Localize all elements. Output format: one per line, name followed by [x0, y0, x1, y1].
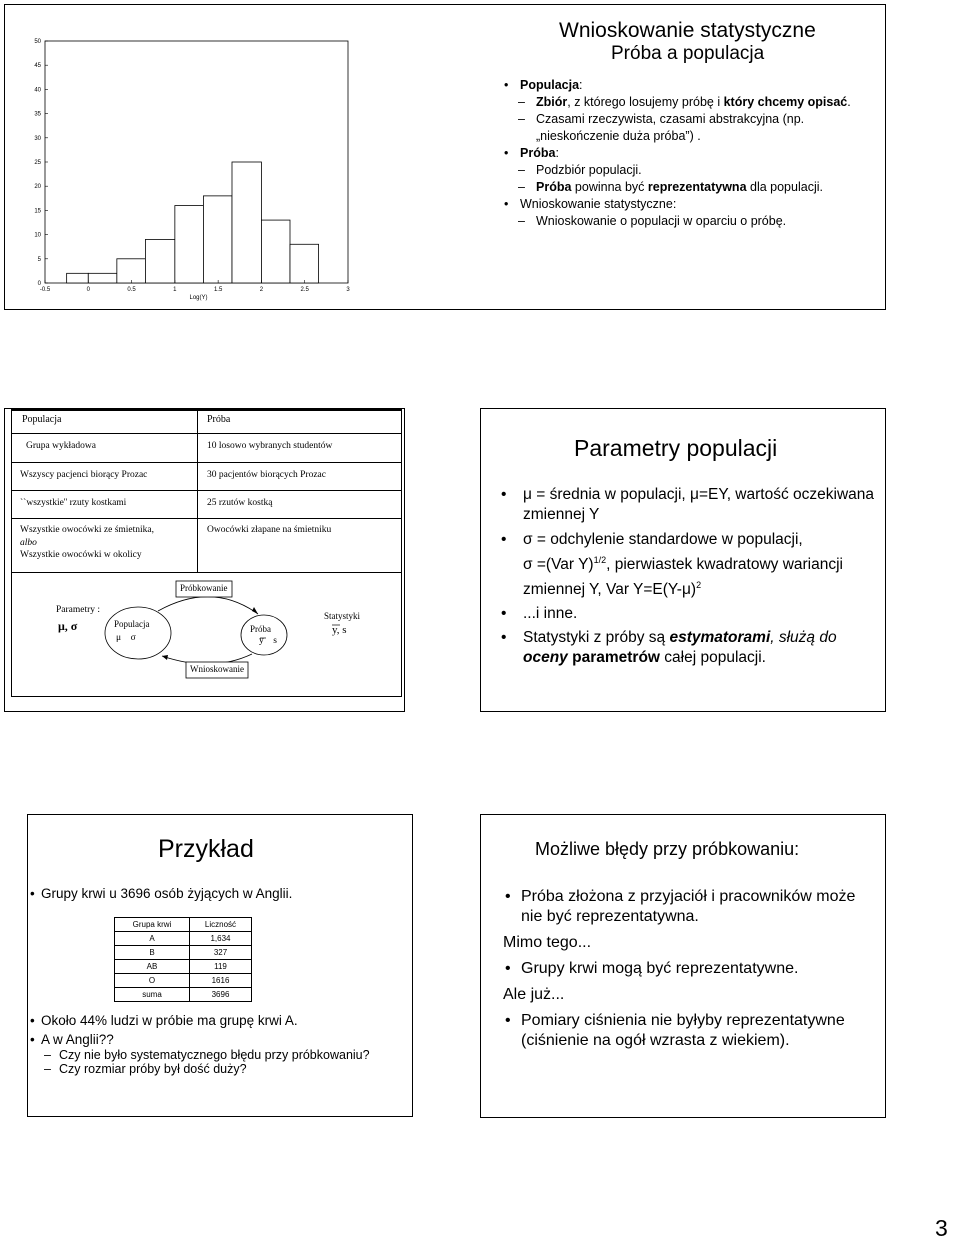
x-tick-label: 2 [259, 287, 264, 293]
row-3-left: ``wszystkie'' rzuty kostkami [20, 498, 127, 508]
row-4-left: Wszystkie owocówki ze śmietnika, [20, 525, 155, 535]
blood-group-table [114, 917, 252, 1002]
row-2-right: 30 pacjentów biorących Prozac [207, 470, 326, 480]
slide-title: Przykład [158, 835, 254, 863]
slide-1-bullet-4: • Próba: [502, 145, 874, 162]
row-2-left: Wszyscy pacjenci biorący Prozac [20, 470, 148, 480]
params-label: Parametry : [56, 605, 101, 615]
y-tick-label: 25 [34, 160, 41, 166]
table-cell: suma [115, 988, 190, 1002]
slide-1-bullet-1: • Populacja: [502, 77, 874, 94]
col-left-header: Populacja [22, 414, 62, 425]
bullet-others: • ...i inne. [499, 604, 879, 624]
histogram-bar [232, 162, 261, 283]
inference-label: Wnioskowanie [190, 664, 244, 674]
histogram-bar [117, 259, 146, 283]
slide-1-bullet-7: • Wnioskowanie statystyczne: [502, 196, 874, 213]
x-tick-label: 3 [346, 287, 350, 293]
slide-4-bullets-bottom [28, 1012, 408, 1076]
bullet-pressure: • Pomiary ciśnienia nie byłyby reprezentatywne (ciśnienie na ogół wzrasta z wiekiem). [503, 1011, 873, 1051]
y-tick-label: 0 [37, 281, 41, 287]
sample-label: Próba [250, 624, 271, 634]
bullet-friends: • Próba złożona z przyjaciół i pracowników może nie być reprezentatywna. [503, 887, 873, 927]
histogram-bar [145, 239, 174, 283]
table-cell: 1616 [189, 974, 251, 988]
table-cell: Grupa krwi [115, 918, 190, 932]
table-cell: AB [115, 960, 190, 974]
pop-label: Populacja [114, 619, 150, 629]
row-1-left: Grupa wykładowa [26, 441, 96, 451]
row-1-right: 10 losowo wybranych studentów [207, 441, 333, 451]
slide-5-body [503, 887, 873, 1051]
row-3-right: 25 rzutów kostką [207, 498, 273, 508]
y-tick-label: 30 [34, 135, 41, 142]
histogram-bar [88, 273, 117, 283]
slide-1-bullet-5: – Podzbiór populacji. [502, 162, 874, 179]
page-number: 3 [935, 1215, 948, 1241]
slide-3-bullets [499, 485, 879, 668]
slide-3 [480, 408, 886, 712]
row-4-right: Owocówki złapane na śmietniku [207, 525, 332, 535]
y-tick-label: 10 [34, 232, 41, 239]
dash-systematic-error: – Czy nie było systematycznego błędu przy próbkowaniu? [28, 1048, 408, 1062]
sampling-arrow [158, 597, 258, 614]
histogram-bar [290, 244, 319, 283]
table-row [115, 960, 252, 974]
table-cell: A [115, 932, 190, 946]
y-tick-label: 35 [34, 111, 41, 118]
bullet-sigma: • σ = odchylenie standardowe w populacji, σ =(Var Y)$^{1/2}$, pierwiastek kwadratowy wariancji zmiennej Y, Var $Y=E(Y-\mu)^2$ [499, 530, 879, 600]
x-tick-label: 1.5 [213, 287, 223, 293]
histogram-bar [175, 206, 204, 283]
stats-symbols: y, s [332, 624, 347, 636]
slide-1-bullet-3: – Czasami rzeczywista, czasami abstrakcyjna (np. „nieskończenie duża próba”) . [502, 111, 874, 145]
bullet-blood-groups: • Grupy krwi u 3696 osób żyjących w Anglii. [28, 885, 408, 902]
histogram-bar [203, 196, 232, 283]
sampling-diagram [12, 411, 401, 696]
table-cell: O [115, 974, 190, 988]
pop-symbols: μ σ [116, 633, 136, 643]
table-cell: B [115, 946, 190, 960]
slide-1-bullet-6: – Próba powinna być reprezentatywna dla populacji. [502, 179, 874, 196]
bullet-blood-representative: • Grupy krwi mogą być reprezentatywne. [503, 959, 873, 979]
slide-2 [4, 408, 405, 712]
slide-1-bullet-2: – Zbiór, z którego losujemy próbę i który chcemy opisać. [502, 94, 874, 111]
sampling-arrowhead [252, 607, 258, 614]
y-tick-label: 45 [34, 63, 41, 70]
table-row [115, 932, 252, 946]
sample-ellipse [241, 615, 287, 655]
col-right-header: Próba [207, 414, 231, 425]
x-tick-label: 2.5 [300, 287, 309, 293]
slide-subtitle: Próba a populacja [611, 43, 765, 64]
histogram-bar [67, 273, 89, 283]
table-cell: 327 [189, 946, 251, 960]
inference-arrowhead [162, 655, 168, 660]
slide-1 [4, 4, 886, 310]
bullet-mu: • μ = średnia w populacji, μ=EY, wartość oczekiwana zmiennej Y [499, 485, 879, 525]
slide-5 [480, 814, 886, 1118]
table-row [115, 946, 252, 960]
stats-label: Statystyki [324, 611, 361, 621]
sampling-label: Próbkowanie [180, 583, 228, 593]
x-tick-label: 0 [86, 287, 90, 293]
table-cell: 119 [189, 960, 251, 974]
table-cell: Liczność [189, 918, 251, 932]
histogram-bar [261, 220, 290, 283]
table-row [115, 918, 252, 932]
dash-sample-size: – Czy rozmiar próby był dość duży? [28, 1062, 408, 1076]
table-cell: 3696 [189, 988, 251, 1002]
y-tick-label: 5 [37, 256, 41, 263]
y-tick-label: 40 [34, 87, 41, 94]
slide-4 [27, 814, 413, 1117]
population-ellipse [105, 607, 171, 659]
x-axis-label: Log(Y) [189, 295, 208, 301]
x-tick-label: 0.5 [127, 287, 136, 293]
x-tick-label: 1 [173, 287, 177, 293]
y-tick-label: 15 [34, 208, 41, 215]
bullet-estimators: • Statystyki z próby są estymatorami, służą do oceny parametrów całej populacji. [499, 628, 879, 668]
y-tick-label: 50 [34, 39, 41, 45]
slide-4-bullets-top [28, 885, 408, 902]
bullet-44-percent: • Około 44% ludzi w próbie ma grupę krwi A. [28, 1012, 408, 1029]
slide-title: Wnioskowanie statystyczne [559, 19, 816, 42]
sample-symbols: y s [259, 636, 277, 646]
slide-1-bullets [502, 77, 874, 230]
row-4-left-italic: albo [20, 538, 37, 548]
slide-title: Parametry populacji [574, 435, 778, 461]
table-cell: 1,634 [189, 932, 251, 946]
population-sample-table [11, 409, 402, 697]
params-symbols: μ, σ [58, 619, 78, 633]
table-row [115, 988, 252, 1002]
histogram [5, 5, 365, 305]
row-4-left-2: Wszystkie owocówki w okolicy [20, 550, 142, 560]
para-despite: Mimo tego... [503, 934, 592, 951]
slide-1-bullet-8: – Wnioskowanie o populacji w oparciu o próbę. [502, 213, 874, 230]
histogram-svg [5, 5, 365, 305]
bullet-in-england: • A w Anglii?? [28, 1031, 408, 1048]
y-tick-label: 20 [34, 184, 41, 191]
table-row [115, 974, 252, 988]
slide-title: Możliwe błędy przy próbkowaniu: [535, 839, 800, 859]
para-but: Ale już... [503, 986, 565, 1003]
x-tick-label: -0.5 [39, 287, 51, 293]
